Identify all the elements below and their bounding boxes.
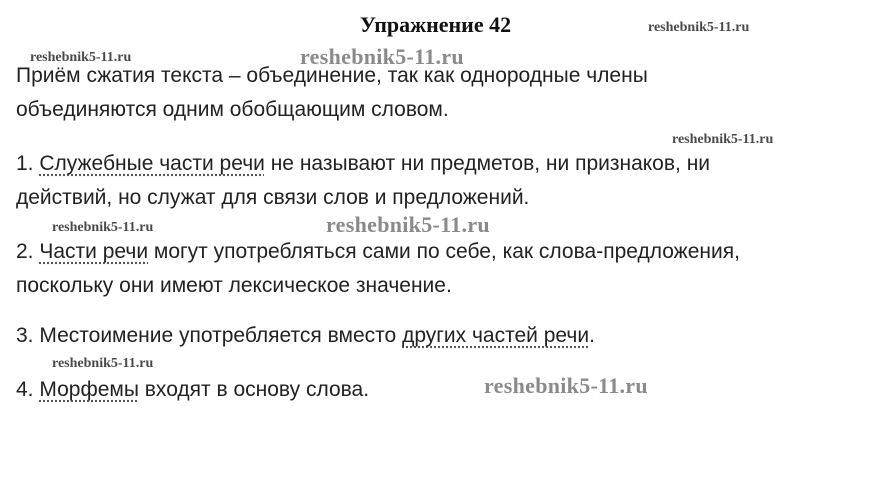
item-2-term: Части речи — [39, 240, 149, 263]
watermark-top-right: reshebnik5-11.ru — [648, 20, 750, 35]
item-1-prefix: 1. — [16, 152, 40, 175]
item-3-term: других частей речи — [402, 324, 590, 347]
item-4-line-1 — [16, 378, 369, 402]
item-2-rest: могут употребляться сами по себе, как слова-предложения, — [148, 240, 740, 263]
watermark-center-2: reshebnik5-11.ru — [326, 212, 490, 237]
watermark-center-1: reshebnik5-11.ru — [300, 44, 464, 69]
item-3-rest: . — [589, 324, 595, 347]
watermark-left-1: reshebnik5-11.ru — [30, 50, 132, 65]
item-3-prefix: 3. Местоимение употребляется вместо — [16, 324, 403, 347]
item-2-line-1 — [16, 240, 740, 264]
item-4-prefix: 4. — [16, 378, 40, 401]
item-3-line-1 — [16, 324, 595, 348]
item-1-line-1 — [16, 152, 710, 176]
watermark-left-2: reshebnik5-11.ru — [52, 220, 154, 235]
watermark-left-3: reshebnik5-11.ru — [52, 356, 154, 371]
item-4-rest: входят в основу слова. — [138, 378, 370, 401]
item-2-line-2: поскольку они имеют лексическое значение. — [16, 274, 452, 297]
intro-line-2: объединяются одним обобщающим словом. — [16, 98, 449, 121]
item-1-term: Служебные части речи — [39, 152, 265, 175]
item-1-line-2: действий, но служат для связи слов и предложений. — [16, 186, 530, 209]
exercise-title: Упражнение 42 — [359, 12, 512, 37]
item-1-rest: не называют ни предметов, ни признаков, ни — [264, 152, 711, 175]
watermark-center-3: reshebnik5-11.ru — [484, 373, 648, 398]
item-2-prefix: 2. — [16, 240, 40, 263]
watermark-right-2: reshebnik5-11.ru — [672, 132, 774, 147]
item-4-term: Морфемы — [39, 378, 139, 401]
intro-line-1: Приём сжатия текста – объединение, так как однородные члены — [16, 64, 648, 87]
